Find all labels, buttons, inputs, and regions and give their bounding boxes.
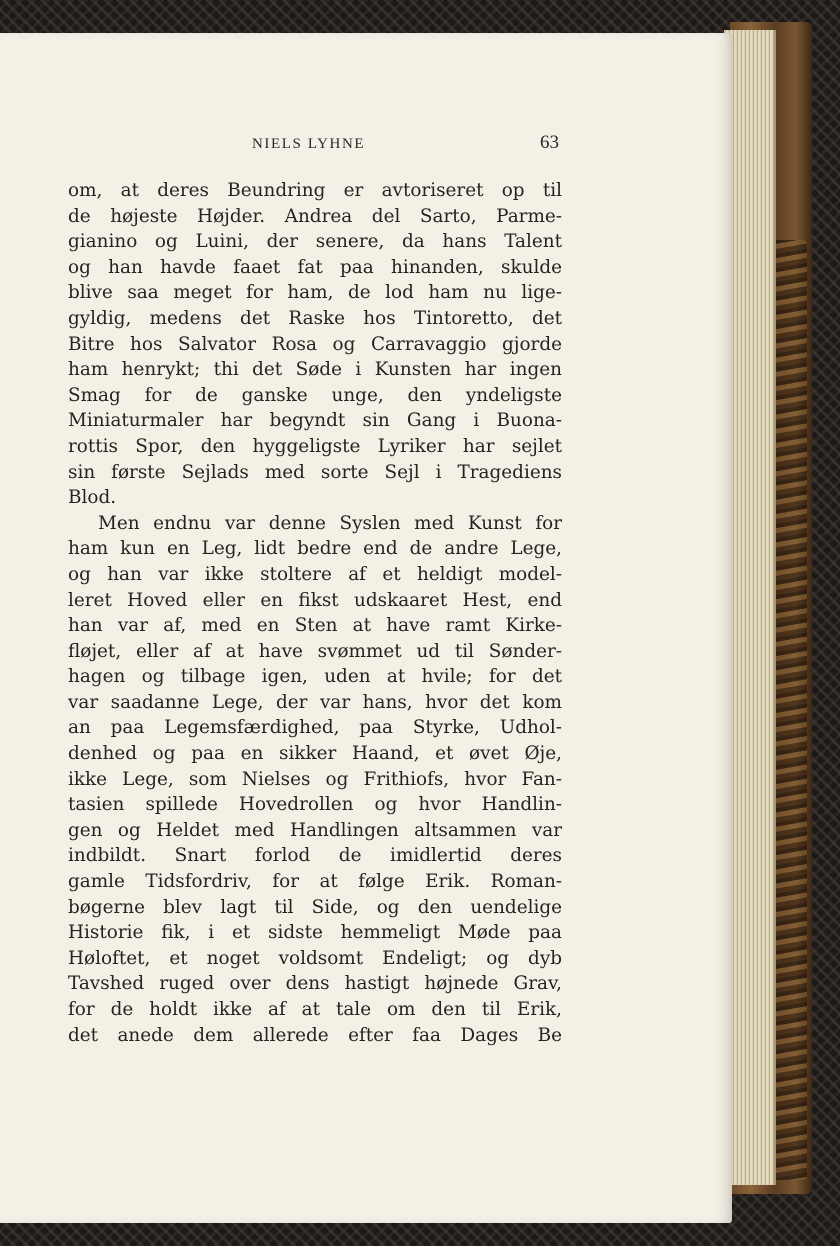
text-line: ikke Lege, som Nielses og Frithiofs, hvor Fan- bbox=[68, 768, 562, 790]
text-line: hagen og tilbage igen, uden at hvile; for det bbox=[68, 666, 562, 688]
text-line: indbildt. Snart forlod de imidlertid deres bbox=[68, 845, 562, 867]
text-line: om, at deres Beundring er avtoriseret op til bbox=[68, 180, 562, 201]
text-line: Smag for de ganske unge, den yndeligste bbox=[68, 384, 562, 406]
running-title: NIELS LYHNE bbox=[252, 136, 366, 152]
text-line: tasien spillede Hovedrollen og hvor Handlin- bbox=[68, 794, 562, 816]
text-line: an paa Legemsfærdighed, paa Styrke, Udhol- bbox=[68, 717, 562, 739]
text-line: fløjet, eller af at have svømmet ud til Sønder- bbox=[68, 640, 562, 662]
text-line: ham henrykt; thi det Søde i Kunsten har ingen bbox=[68, 359, 562, 381]
text-line: Blod. bbox=[68, 487, 117, 509]
text-line: blive saa meget for ham, de lod ham nu lige- bbox=[68, 282, 562, 304]
text-line: Tavshed ruged over dens hastigt højnede Grav, bbox=[68, 973, 562, 995]
text-line: denhed og paa en sikker Haand, et øvet Øje, bbox=[68, 743, 562, 765]
text-line: Høloftet, et noget voldsomt Endeligt; og dyb bbox=[68, 947, 562, 969]
body-text bbox=[68, 178, 562, 1048]
text-line: Miniaturmaler har begyndt sin Gang i Buona- bbox=[68, 410, 562, 432]
text-line: Historie fik, i et sidste hemmeligt Møde paa bbox=[68, 922, 562, 944]
text-line: de højeste Højder. Andrea del Sarto, Parme- bbox=[68, 205, 562, 227]
text-line: gyldig, medens det Raske hos Tintoretto, det bbox=[68, 307, 562, 329]
text-line: og han var ikke stoltere af et heldigt model- bbox=[68, 563, 562, 585]
text-line: Bitre hos Salvator Rosa og Carravaggio gjorde bbox=[68, 333, 562, 355]
text-line: gianino og Luini, der senere, da hans Talent bbox=[68, 231, 562, 253]
text-line: og han havde faaet fat paa hinanden, skulde bbox=[68, 256, 562, 278]
text-line: han var af, med en Sten at have ramt Kirke- bbox=[68, 615, 562, 637]
page-header bbox=[0, 132, 740, 156]
cover-marbling bbox=[775, 240, 807, 1180]
text-line: var saadanne Lege, der var hans, hvor det kom bbox=[68, 691, 562, 713]
text-line: gen og Heldet med Handlingen altsammen var bbox=[68, 819, 562, 841]
text-line: for de holdt ikke af at tale om den til Erik, bbox=[68, 999, 562, 1020]
text-line: det anede dem allerede efter faa Dages Be bbox=[68, 1024, 562, 1046]
text-line: gamle Tidsfordriv, for at følge Erik. Roman- bbox=[68, 871, 562, 893]
text-line: bøgerne blev lagt til Side, og den uendelige bbox=[68, 896, 562, 918]
text-line: ham kun en Leg, lidt bedre end de andre Lege, bbox=[68, 538, 562, 560]
text-line: rottis Spor, den hyggeligste Lyriker har sejlet bbox=[68, 435, 562, 457]
text-line: Men endnu var denne Syslen med Kunst for bbox=[98, 512, 562, 534]
text-line: sin første Sejlads med sorte Sejl i Tragediens bbox=[68, 461, 562, 483]
text-line: leret Hoved eller en fikst udskaaret Hest, end bbox=[68, 589, 562, 611]
page-number: 63 bbox=[540, 132, 559, 153]
